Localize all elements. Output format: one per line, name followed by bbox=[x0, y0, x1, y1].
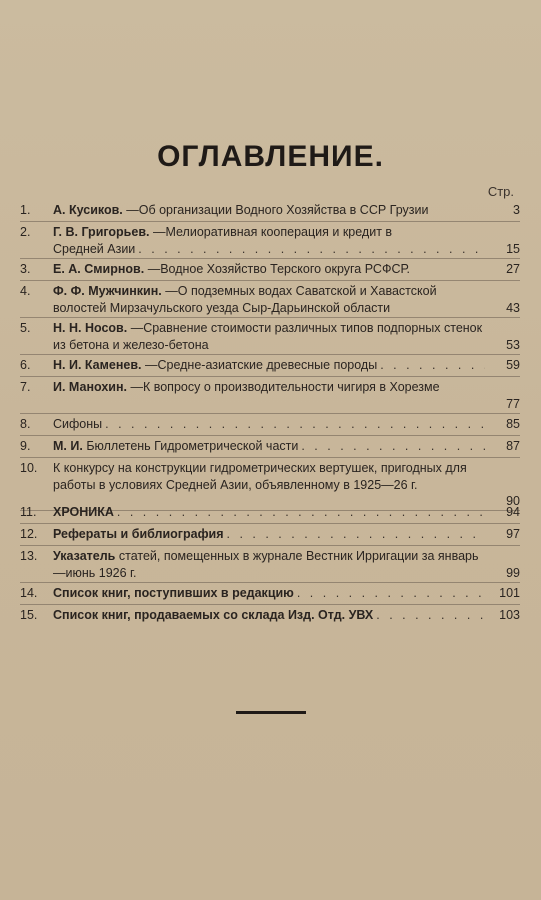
row-divider bbox=[20, 354, 520, 355]
entry-number: 15. bbox=[20, 608, 38, 622]
page-column-header: Стр. bbox=[487, 184, 514, 199]
leader-dots bbox=[105, 416, 485, 433]
entry-text bbox=[53, 379, 488, 396]
leader-dots bbox=[297, 585, 485, 602]
row-divider bbox=[20, 317, 520, 318]
entry-number: 13. bbox=[20, 549, 38, 563]
entry-number: 12. bbox=[20, 527, 38, 541]
entry-text bbox=[53, 607, 488, 624]
entry-number: 2. bbox=[20, 225, 31, 239]
entry-page: 90 bbox=[506, 494, 520, 508]
row-divider bbox=[20, 582, 520, 583]
entry-author: Список книг, поступивших в редакцию bbox=[53, 586, 294, 600]
row-divider bbox=[20, 604, 520, 605]
entry-text bbox=[53, 416, 488, 433]
entry-title: —Средне-азиатские древесные породы bbox=[144, 358, 378, 372]
leader-dots bbox=[117, 504, 485, 521]
entry-author: Список книг, продаваемых со склада Изд. Отд. УВХ bbox=[53, 608, 374, 622]
entry-number: 5. bbox=[20, 321, 31, 335]
entry-page: 27 bbox=[506, 262, 520, 276]
entry-text bbox=[53, 548, 488, 581]
entry-author: Е. А. Смирнов. bbox=[53, 262, 145, 276]
entry-text bbox=[53, 202, 488, 219]
row-divider bbox=[20, 523, 520, 524]
entry-author: И. Манохин. bbox=[53, 380, 127, 394]
entry-text bbox=[53, 320, 488, 353]
entry-number: 4. bbox=[20, 284, 31, 298]
leader-dots bbox=[138, 241, 485, 258]
entry-page: 43 bbox=[506, 301, 520, 315]
entry-number: 3. bbox=[20, 262, 31, 276]
row-divider bbox=[20, 376, 520, 377]
entry-author: ХРОНИКА bbox=[53, 505, 114, 519]
row-divider bbox=[20, 413, 520, 414]
entry-page: 53 bbox=[506, 338, 520, 352]
leader-dots bbox=[376, 607, 485, 624]
entry-text bbox=[53, 504, 488, 521]
row-divider bbox=[20, 280, 520, 281]
entry-author: М. И. bbox=[53, 439, 83, 453]
entry-number: 6. bbox=[20, 358, 31, 372]
entry-title: Сифоны bbox=[53, 417, 103, 431]
leader-dots bbox=[301, 438, 485, 455]
entry-author: Ф. Ф. Мужчинкин. bbox=[53, 284, 162, 298]
page-title: ОГЛАВЛЕНИЕ. bbox=[157, 140, 384, 173]
entry-title: К конкурсу на конструкции гидрометрических вертушек, пригодных для работы в условиях Средней Азии, объявленному в 1925—26 г. bbox=[53, 461, 467, 492]
row-divider bbox=[20, 545, 520, 546]
entry-number: 14. bbox=[20, 586, 38, 600]
row-divider bbox=[20, 457, 520, 458]
entry-author: Указатель bbox=[53, 549, 116, 563]
entry-title: —О подземных водах Саватской и Хавастской волостей Мирзачульского уезда Сыр-Дарьинской области bbox=[53, 284, 437, 315]
decorative-rule bbox=[236, 711, 306, 714]
entry-title: —К вопросу о производительности чигиря в Хорезме bbox=[130, 380, 440, 394]
entry-text bbox=[53, 261, 488, 278]
entry-author: А. Кусиков. bbox=[53, 203, 123, 217]
entry-page: 103 bbox=[499, 608, 520, 622]
entry-text bbox=[53, 585, 488, 602]
row-divider bbox=[20, 258, 520, 259]
entry-title: Бюллетень Гидрометрической части bbox=[86, 439, 299, 453]
entry-text bbox=[53, 283, 488, 316]
entry-title: —Водное Хозяйство Терского округа РСФСР. bbox=[147, 262, 410, 276]
entry-page: 59 bbox=[506, 358, 520, 372]
entry-author: Н. Н. Носов. bbox=[53, 321, 128, 335]
row-divider bbox=[20, 221, 520, 222]
entry-page: 3 bbox=[513, 203, 520, 217]
entry-title-cont: Средней Азии bbox=[53, 241, 136, 256]
entry-text bbox=[53, 438, 488, 455]
entry-page: 101 bbox=[499, 586, 520, 600]
leader-dots bbox=[227, 526, 485, 543]
entry-title: —Мелиоративная кооперация и кредит в bbox=[152, 225, 393, 239]
entry-number: 9. bbox=[20, 439, 31, 453]
entry-author: Рефераты и библиография bbox=[53, 527, 224, 541]
entry-number: 8. bbox=[20, 417, 31, 431]
entry-title: —Сравнение стоимости различных типов подпорных стенок из бетона и железо-бетона bbox=[53, 321, 483, 352]
entry-page: 85 bbox=[506, 417, 520, 431]
entry-page: 87 bbox=[506, 439, 520, 453]
entry-text bbox=[53, 526, 488, 543]
entry-number: 7. bbox=[20, 380, 31, 394]
entry-number: 1. bbox=[20, 203, 31, 217]
entry-author: Н. И. Каменев. bbox=[53, 358, 142, 372]
entry-text bbox=[53, 460, 488, 493]
row-divider bbox=[20, 435, 520, 436]
entry-page: 99 bbox=[506, 566, 520, 580]
leader-dots bbox=[380, 357, 485, 374]
entry-title: —Об организации Водного Хозяйства в ССР Грузии bbox=[126, 203, 429, 217]
entry-number: 11. bbox=[20, 505, 37, 519]
entry-page: 94 bbox=[506, 505, 520, 519]
entry-author: Г. В. Григорьев. bbox=[53, 225, 150, 239]
entry-page: 15 bbox=[506, 242, 520, 256]
entry-title: статей, помещенных в журнале Вестник Ирригации за январь—июнь 1926 г. bbox=[53, 549, 479, 580]
entry-text bbox=[53, 224, 488, 257]
entry-page: 97 bbox=[506, 527, 520, 541]
entry-page: 77 bbox=[506, 397, 520, 411]
entry-number: 10. bbox=[20, 461, 38, 475]
entry-text bbox=[53, 357, 488, 374]
